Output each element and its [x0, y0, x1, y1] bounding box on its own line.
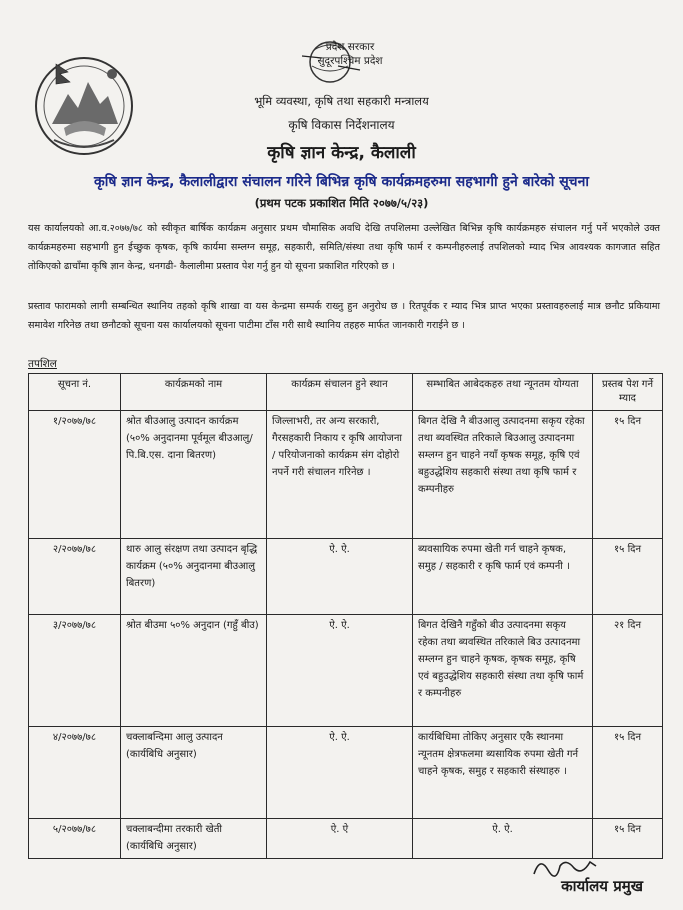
government-line2: सुदूरपश्चिम प्रदेश [317, 55, 383, 67]
deadline-cell: १५ दिन [593, 727, 663, 819]
program-name-cell: श्रोत बीउमा ५०% अनुदान (गहुँ बीउ) [121, 615, 267, 727]
table-row [29, 411, 663, 539]
notice-no-cell: १/२०७७/७८ [29, 411, 121, 539]
notice-no-cell: २/२०७७/७८ [29, 539, 121, 615]
column-header-eligibility: सम्भाबित आबेदकहरु तथा न्यूनतम योग्यता [413, 374, 593, 411]
directorate-name: कृषि विकास निर्देशनालय [288, 118, 395, 132]
government-line1: प्रदेश सरकार [325, 41, 375, 53]
government-stamp [270, 40, 430, 68]
program-name-cell: श्रोत बीउआलु उत्पादन कार्यक्रम (५०% अनुदानमा पूर्वमूल बीउआलु/ पि.बि.एस. दाना बितरण) [121, 411, 267, 539]
column-header-notice-no: सूचना नं. [29, 374, 121, 411]
location-cell: ऐ. ऐ. [267, 727, 413, 819]
eligibility-cell: ऐ. ऐ. [413, 819, 593, 859]
program-table [28, 373, 663, 859]
notice-no-cell: ३/२०७७/७८ [29, 615, 121, 727]
program-name-cell: चक्लाबन्दिमा आलु उत्पादन (कार्यबिधि अनुसार) [121, 727, 267, 819]
publish-date: (प्रथम पटक प्रकाशित मिति २०७७/५/२३) [254, 196, 429, 210]
column-header-deadline: प्रस्तब पेश गर्ने म्याद [593, 374, 663, 411]
notice-no-cell: ५/२०७७/७८ [29, 819, 121, 859]
eligibility-cell: कार्यबिधिमा तोकिए अनुसार एकै स्थानमा न्यूनतम क्षेत्रफलमा ब्यसायिक रुपमा खेती गर्न चाहने कृषक, समुह र सहकारी संस्थाहरु । [413, 727, 593, 819]
office-name: कृषि ज्ञान केन्द्र, कैलाली [267, 143, 416, 163]
location-cell: ऐ. ऐ [267, 819, 413, 859]
table-header-row [29, 374, 663, 411]
table-row [29, 615, 663, 727]
table-row [29, 727, 663, 819]
program-name-cell: थारु आलु संरक्षण तथा उत्पादन बृद्धि कार्यक्रम (५०% अनुदानमा बीउआलु बितरण) [121, 539, 267, 615]
eligibility-cell: बिगत देखि नै बीउआलु उत्पादनमा सकृय रहेका तथा ब्यवस्थित तरिकाले बिउआलु उत्पादनमा सम्लग्न हुन चाहने नयाँ कृषक समूह, कृषि एवं बहुउद्धेशिय सहकारी संस्था तथा कृषि फार्म र कम्पनीहरु [413, 411, 593, 539]
signature-label: कार्यालय प्रमुख [561, 877, 643, 895]
location-cell: ऐ. ऐ. [267, 539, 413, 615]
deadline-cell: १५ दिन [593, 819, 663, 859]
deadline-cell: १५ दिन [593, 411, 663, 539]
column-header-program-name: कार्यक्रमको नाम [121, 374, 267, 411]
eligibility-cell: बिगत देखिनै गहुँको बीउ उत्पादनमा सकृय रहेका तथा ब्यवस्थित तरिकाले बिउ उत्पादनमा सम्लग्न हुन चाहने कृषक, कृषक समूह, कृषि एवं बहुउद्धेशिय सहकारी संस्था तथा कृषि फार्म र कम्पनीहरु [413, 615, 593, 727]
notice-paragraph-2: प्रस्ताव फारामको लागी सम्बन्धित स्थानिय तहको कृषि शाखा वा यस केन्द्रमा सम्पर्क राख्नु हुन अनुरोध छ । रितपूर्वक र म्याद भित्र प्राप्त भएका प्रस्तावहरुलाई मात्र छनौट प्रकियामा समावेश गरिनेछ तथा छनौटको सूचना यस कार्यालयको सूचना पाटीमा टाँस गरी साथै स्थानिय तहहरु मार्फत जानकारी गराईने छ । [28, 301, 660, 331]
deadline-cell: २१ दिन [593, 615, 663, 727]
location-cell: जिल्लाभरी, तर अन्य सरकारी, गैरसहकारी निकाय र कृषि आयोजना / परियोजनाको कार्यक्रम संग दोहोरो नपर्ने गरी संचालन गरिनेछ । [267, 411, 413, 539]
location-cell: ऐ. ऐ. [267, 615, 413, 727]
program-name-cell: चक्लाबन्दीमा तरकारी खेती (कार्यबिधि अनुसार) [121, 819, 267, 859]
notice-no-cell: ४/२०७७/७८ [29, 727, 121, 819]
eligibility-cell: ब्यवसायिक रुपमा खेती गर्न चाहने कृषक, समुह / सहकारी र कृषि फार्म एवं कम्पनी । [413, 539, 593, 615]
ministry-name: भूमि व्यवस्था, कृषि तथा सहकारी मन्त्रालय [254, 94, 429, 108]
deadline-cell: १५ दिन [593, 539, 663, 615]
notice-paragraph-1: यस कार्यालयको आ.व.२०७७/७८ को स्वीकृत बार्षिक कार्यक्रम अनुसार प्रथम चौमासिक अवधि देखि तपशिलमा उल्लेखित बिभिन्न कृषि कार्यक्रमहरु संचालन गर्नु पर्ने भएकोले उक्त कार्यक्रमहरुमा सहभागी हुन ईच्छुक कृषक, कृषि कार्यमा सम्लग्न समूह, सहकारी, समिति/संस्था तथा कृषि फार्म र कम्पनीहरुलाई तपशिलको म्याद भित्र आवश्यक कागजात सहित तोकिएको ढाचाँमा कृषि ज्ञान केन्द्र, धनगढी- कैलालीमा प्रस्ताव पेश गर्नु हुन यो सूचना प्रकाशित गरिएको छ । [28, 223, 660, 272]
notice-title: कृषि ज्ञान केन्द्र, कैलालीद्वारा संचालन गरिने बिभिन्न कृषि कार्यक्रमहरुमा सहभागी हुने बारेको सूचना [94, 174, 589, 190]
schedule-label: तपशिल [28, 358, 57, 370]
column-header-location: कार्यक्रम संचालन हुने स्थान [267, 374, 413, 411]
table-row [29, 539, 663, 615]
